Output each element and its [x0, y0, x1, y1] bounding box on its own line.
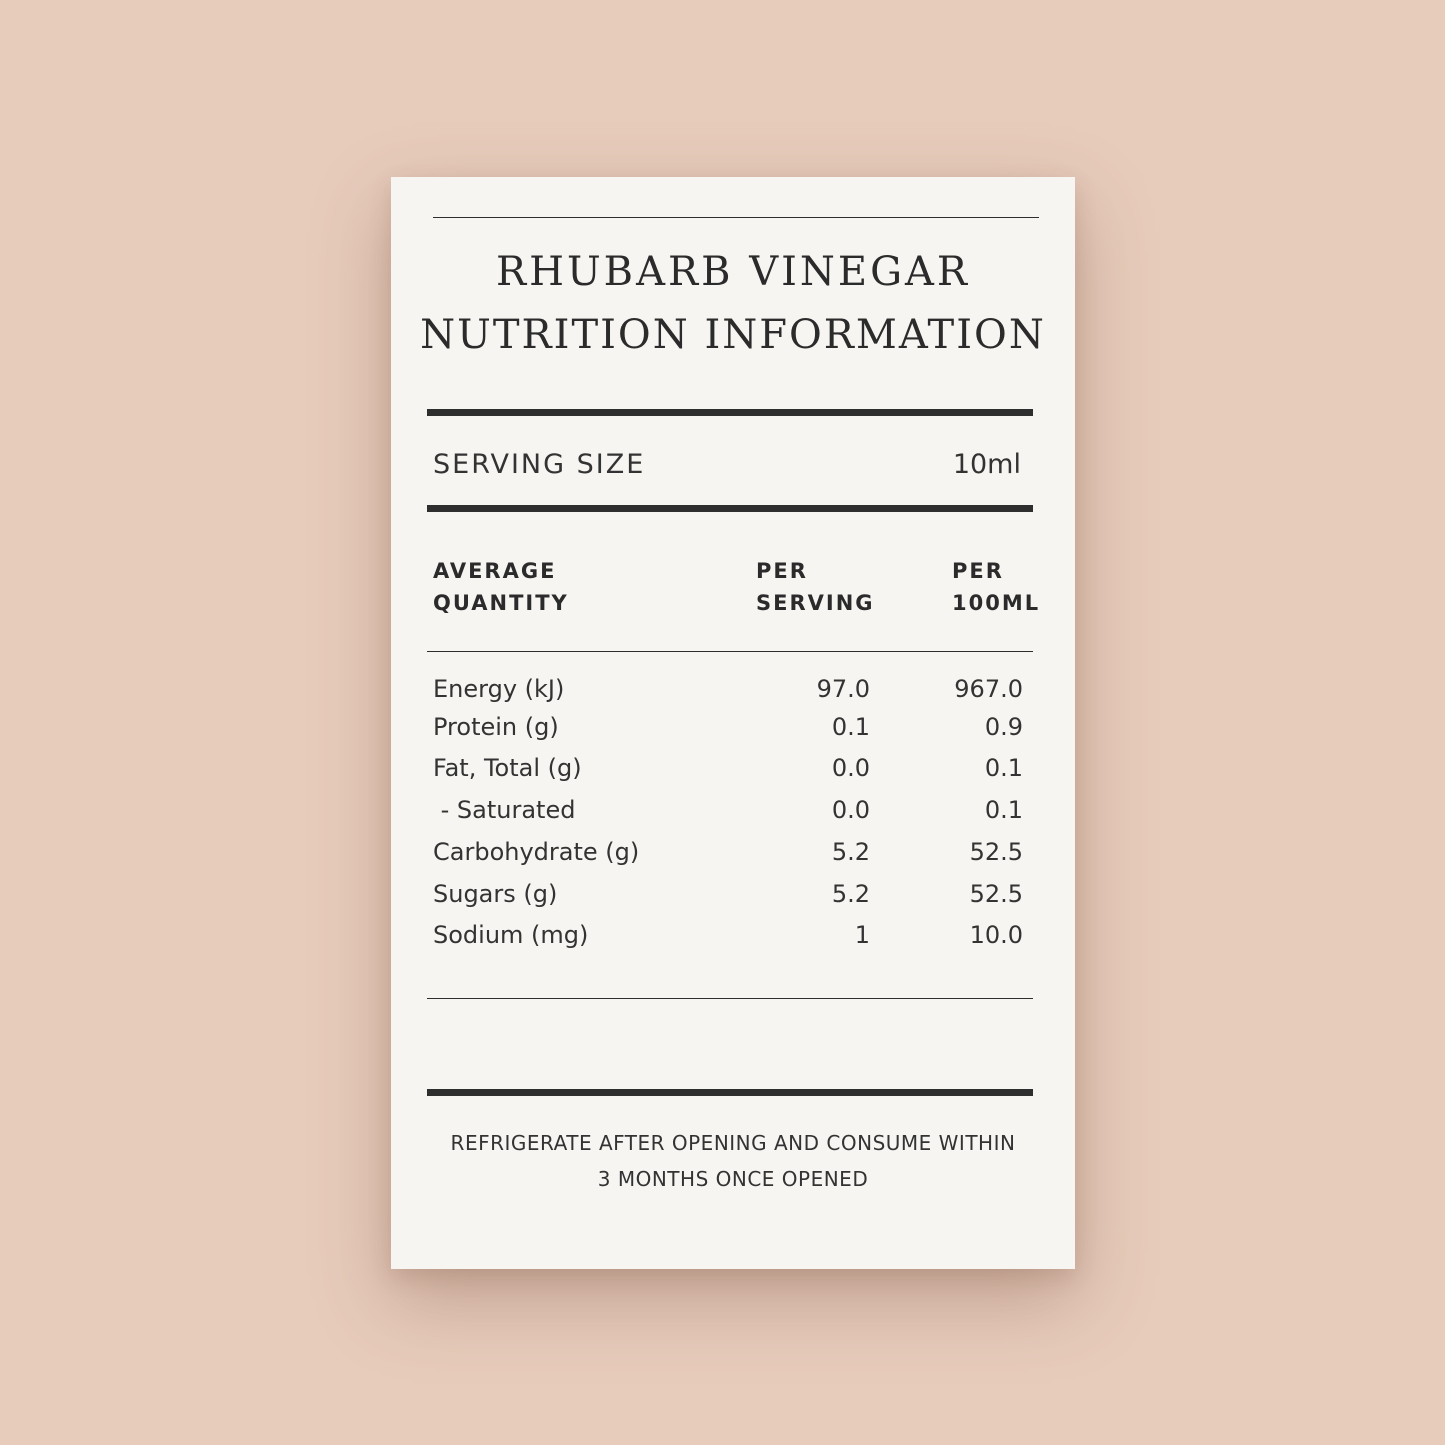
nutrient-name: Energy (kJ): [433, 675, 565, 703]
table-row: [433, 838, 1023, 880]
per-serving-value: 97.0: [816, 675, 870, 703]
table-row: [433, 713, 1023, 754]
column-header-per-serving-line2: SERVING: [756, 591, 875, 615]
serving-divider: [427, 505, 1033, 512]
column-header-quantity-line2: QUANTITY: [433, 591, 569, 615]
footer-divider: [427, 1089, 1033, 1096]
column-header-per-serving: [756, 555, 875, 619]
per-100ml-value: 0.9: [984, 713, 1023, 741]
table-bottom-divider: [427, 998, 1033, 999]
storage-instructions-line1: REFRIGERATE AFTER OPENING AND CONSUME WITHIN: [450, 1131, 1016, 1155]
column-header-per-100ml-line1: PER: [952, 559, 1004, 583]
nutrient-name: Sugars (g): [433, 880, 558, 908]
nutrient-table: [433, 675, 1023, 961]
per-100ml-value: 10.0: [969, 921, 1023, 949]
per-serving-value: 5.2: [831, 838, 870, 866]
nutrient-name: Sodium (mg): [433, 921, 589, 949]
header-divider: [427, 651, 1033, 652]
per-100ml-value: 52.5: [969, 838, 1023, 866]
nutrient-name: - Saturated: [433, 796, 576, 824]
nutrition-label-card: [391, 177, 1075, 1269]
column-header-per-serving-line1: PER: [756, 559, 808, 583]
table-row: [433, 880, 1023, 921]
product-title: RHUBARB VINEGAR: [495, 249, 971, 295]
table-row: [433, 921, 1023, 961]
per-100ml-value: 52.5: [969, 880, 1023, 908]
table-row: [433, 675, 1023, 713]
per-100ml-value: 967.0: [954, 675, 1023, 703]
per-serving-value: 0.0: [831, 796, 870, 824]
per-serving-value: 1: [854, 921, 870, 949]
column-header-per-100ml-line2: 100ML: [952, 591, 1041, 615]
table-row: [433, 796, 1023, 838]
per-serving-value: 5.2: [831, 880, 870, 908]
storage-instructions: [391, 1125, 1075, 1197]
per-100ml-value: 0.1: [984, 796, 1023, 824]
top-divider: [433, 217, 1039, 218]
heading-divider: [427, 409, 1033, 416]
nutrient-name: Fat, Total (g): [433, 754, 582, 782]
table-row: [433, 754, 1023, 796]
column-header-quantity-line1: AVERAGE: [433, 559, 557, 583]
column-header-quantity: [433, 555, 569, 619]
nutrient-name: Carbohydrate (g): [433, 838, 640, 866]
per-serving-value: 0.0: [831, 754, 870, 782]
label-heading: NUTRITION INFORMATION: [420, 312, 1046, 358]
per-100ml-value: 0.1: [984, 754, 1023, 782]
nutrient-name: Protein (g): [433, 713, 559, 741]
serving-size-value: 10ml: [952, 449, 1021, 480]
per-serving-value: 0.1: [831, 713, 870, 741]
storage-instructions-line2: 3 MONTHS ONCE OPENED: [597, 1167, 869, 1191]
serving-size-label: SERVING SIZE: [433, 449, 646, 480]
column-header-per-100ml: [952, 555, 1040, 619]
